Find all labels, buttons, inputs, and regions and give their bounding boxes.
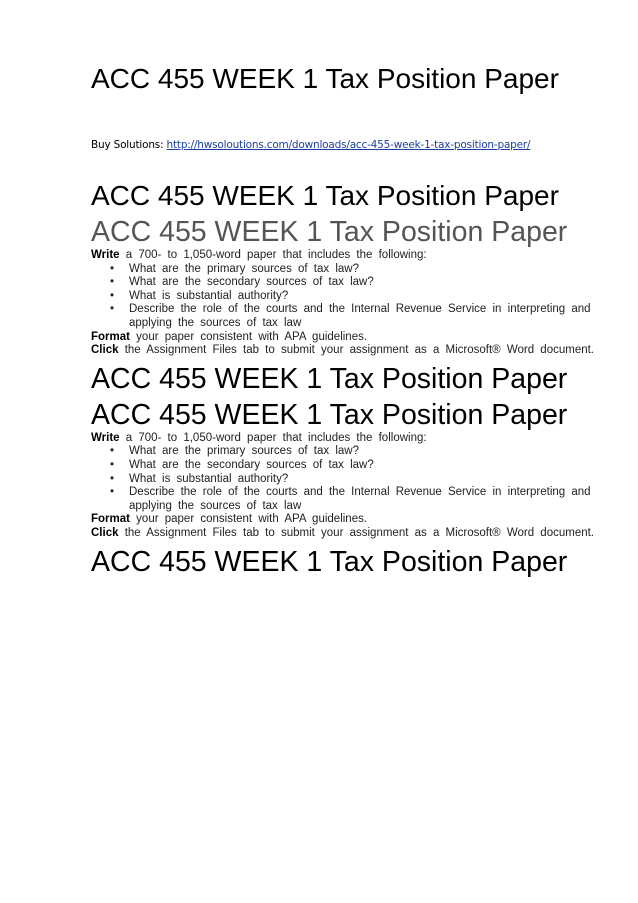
assignment-block-2 [91,432,601,541]
bullet-icon: • [110,276,115,289]
click-label: Click [91,344,119,357]
write-line [91,432,601,446]
bullet-icon: • [110,445,115,458]
format-text: your paper consistent with APA guidelines. [129,330,368,343]
list-item [91,459,601,473]
list-item-text: What is substantial authority? [129,289,289,302]
questions-list [91,445,601,513]
gray-heading: ACC 455 WEEK 1 Tax Position Paper [91,216,568,248]
document-page [91,62,601,579]
section-heading: ACC 455 WEEK 1 Tax Position Paper [91,180,559,211]
buy-solutions-link[interactable]: http://hwsoloutions.com/downloads/acc-455-week-1-tax-position-paper/ [166,139,531,151]
list-item [91,486,601,513]
bullet-icon: • [110,289,115,302]
write-text: a 700- to 1,050-word paper that includes the following: [119,249,427,261]
list-item [91,263,601,277]
list-item [91,276,601,290]
questions-list [91,263,601,331]
list-item-text: Describe the role of the courts and the Internal Revenue Service in interpreting and applying the sources of tax law [129,303,591,329]
write-text: a 700- to 1,050-word paper that includes the following: [119,431,427,444]
buy-solutions-label: Buy Solutions: [91,139,167,151]
black-heading: ACC 455 WEEK 1 Tax Position Paper [91,545,568,578]
list-item [91,445,601,459]
click-label: Click [91,526,119,539]
format-text: your paper consistent with APA guidelines. [129,513,368,526]
list-item-text: What is substantial authority? [129,472,289,485]
write-line [91,249,601,263]
format-label: Format [91,330,130,343]
list-item [91,473,601,487]
bullet-icon: • [110,458,115,471]
bullet-icon: • [110,303,115,316]
bullet-icon: • [110,486,115,499]
format-line [91,513,601,527]
write-label: Write [91,249,120,261]
list-item-text: Describe the role of the courts and the Internal Revenue Service in interpreting and applying the sources of tax law [129,486,591,512]
document-title: ACC 455 WEEK 1 Tax Position Paper [91,63,559,94]
black-heading: ACC 455 WEEK 1 Tax Position Paper [91,362,568,395]
bullet-icon: • [110,262,115,275]
list-item-text: What are the secondary sources of tax law? [129,276,374,289]
bullet-icon: • [110,472,115,485]
list-item [91,303,601,330]
format-label: Format [91,513,130,526]
list-item-text: What are the secondary sources of tax law? [129,458,374,471]
click-text: the Assignment Files tab to submit your assignment as a Microsoft® Word document. [118,344,595,357]
assignment-block-1 [91,249,601,358]
click-text: the Assignment Files tab to submit your assignment as a Microsoft® Word document. [118,526,595,539]
write-label: Write [91,431,120,444]
list-item-text: What are the primary sources of tax law? [129,262,359,275]
buy-solutions-line [91,138,601,152]
black-heading: ACC 455 WEEK 1 Tax Position Paper [91,398,568,431]
list-item [91,290,601,304]
format-line [91,331,601,345]
click-line [91,344,601,358]
list-item-text: What are the primary sources of tax law? [129,445,359,458]
click-line [91,527,601,541]
